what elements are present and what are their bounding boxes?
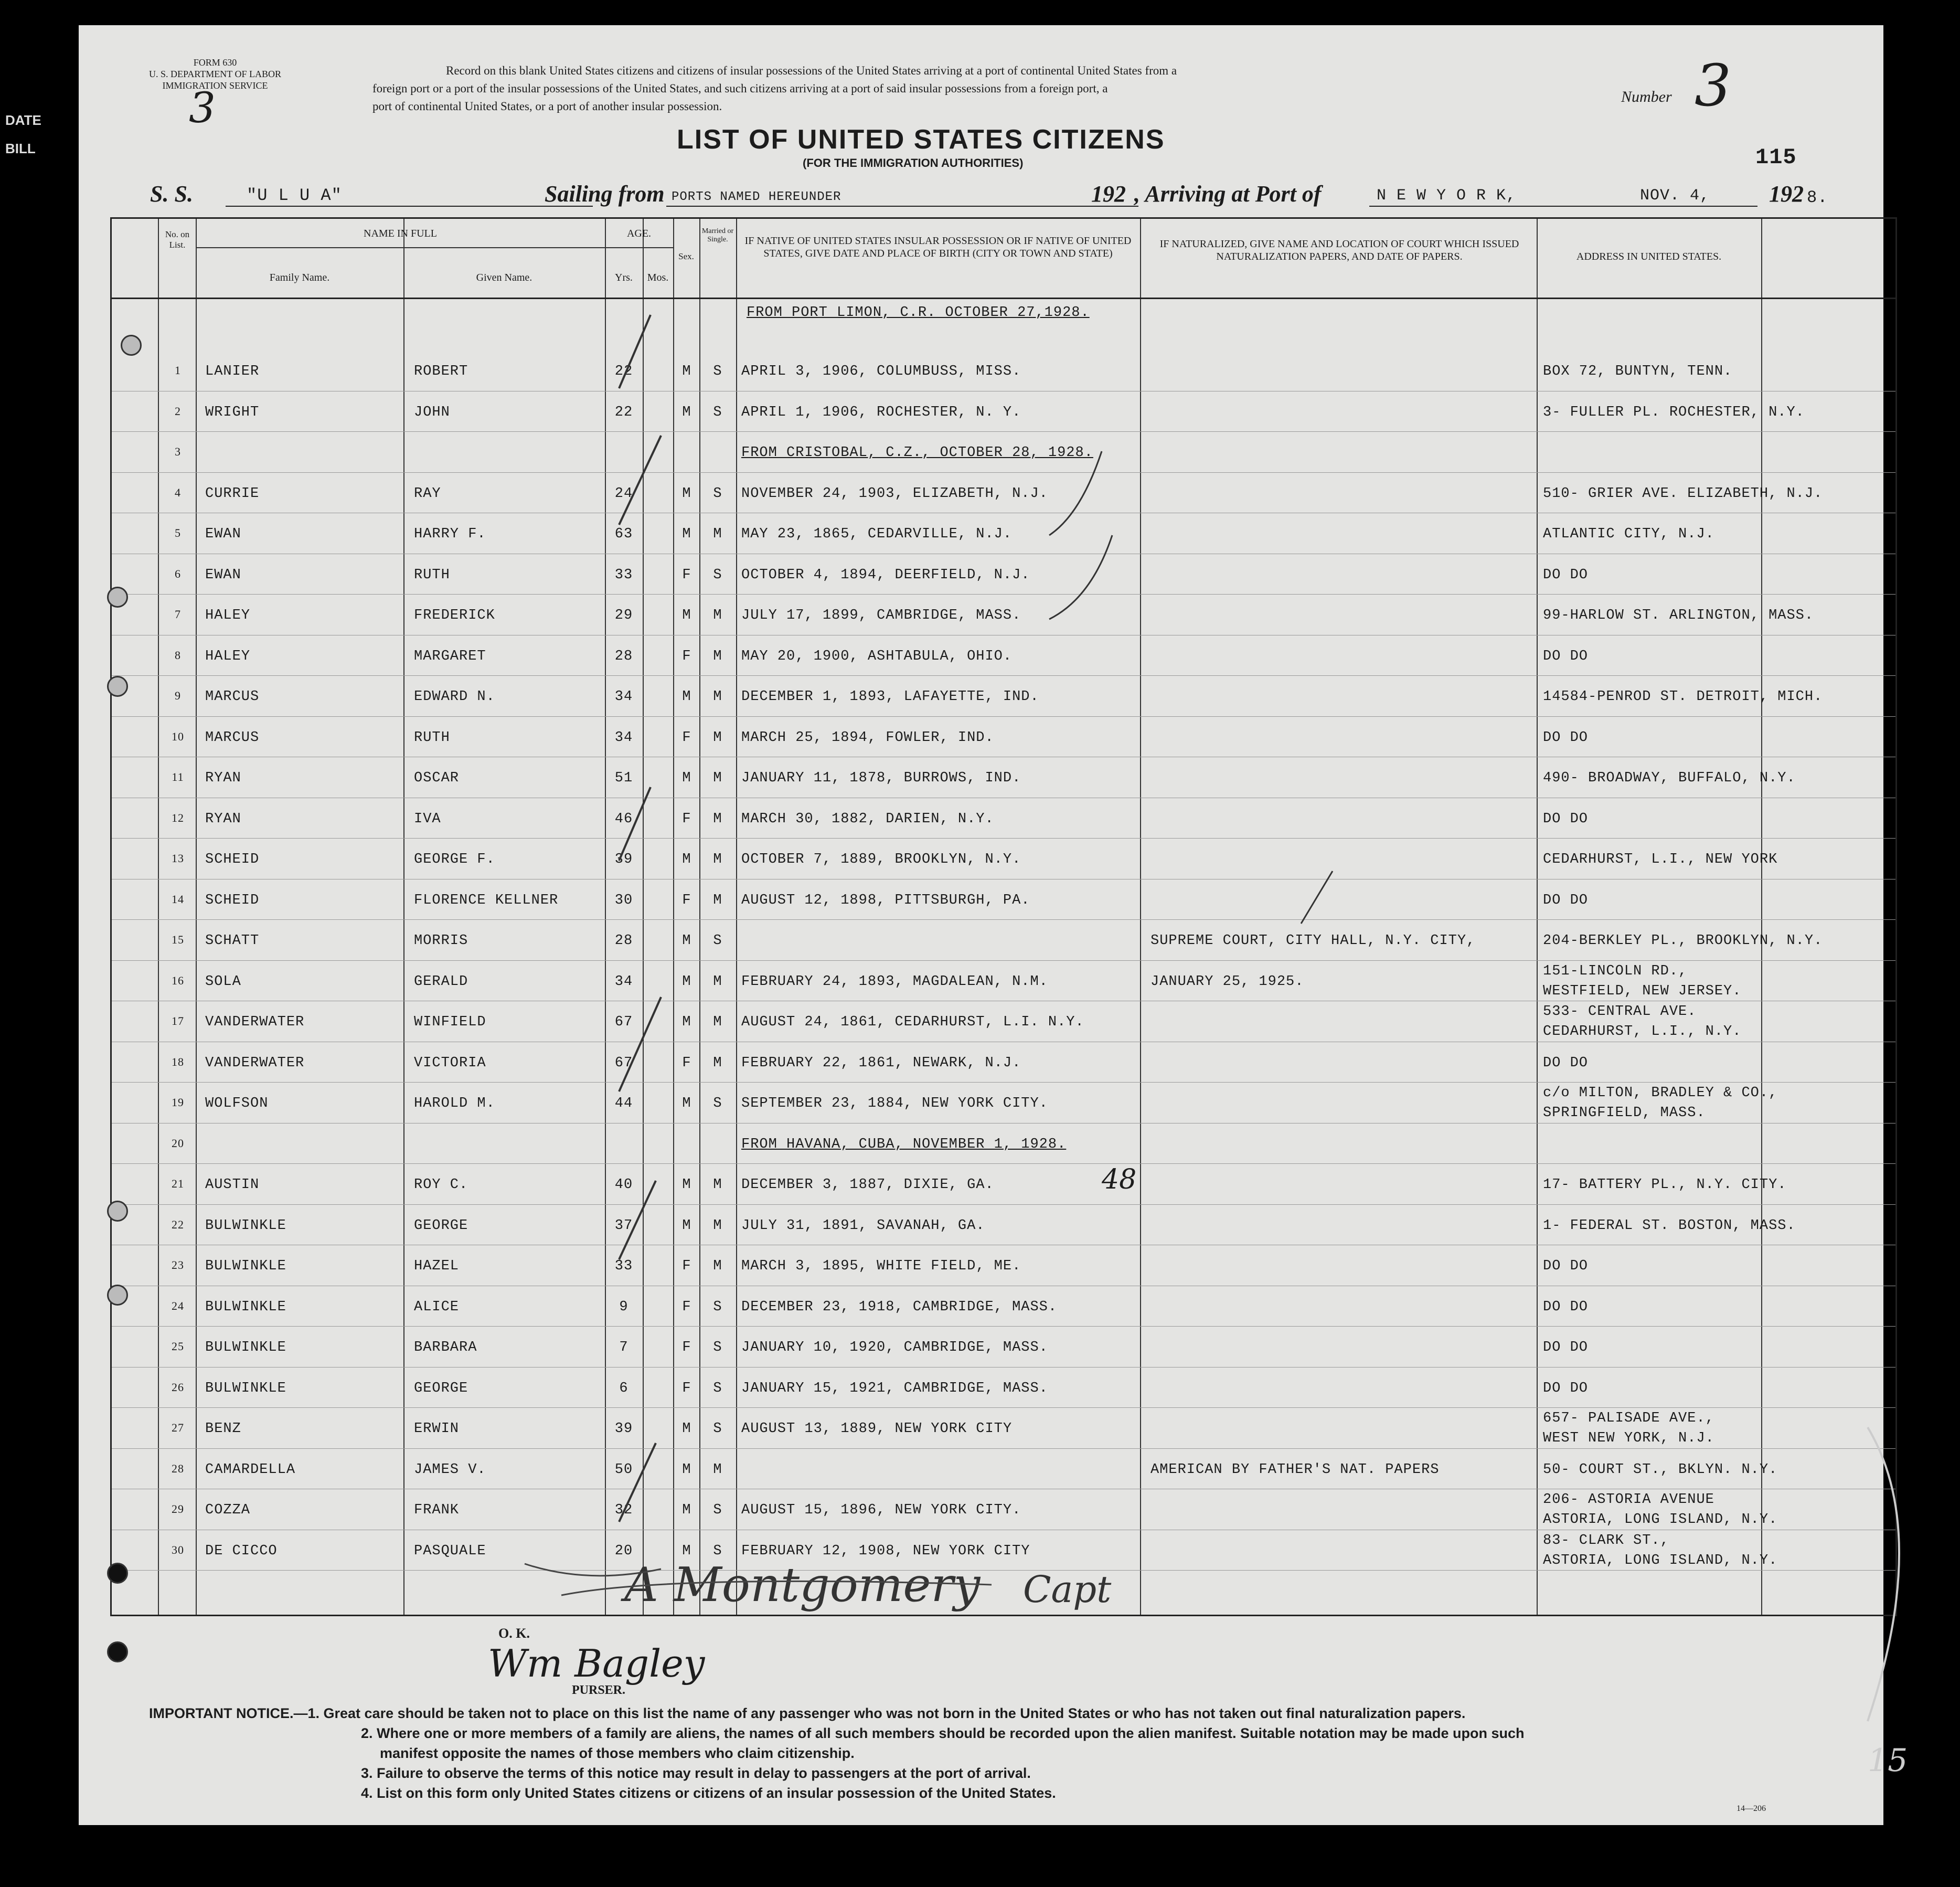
- col-header-married: Married or Single.: [701, 227, 734, 243]
- age-years: 20: [614, 1543, 633, 1559]
- sex: F: [682, 1055, 691, 1071]
- address-line-1: DO DO: [1543, 648, 1589, 664]
- given-name: GERALD: [414, 973, 468, 990]
- address-line-2: CEDARHURST, L.I., N.Y.: [1543, 1024, 1742, 1040]
- notice-item-4: 4. List on this form only United States citizens or citizens of an insular possession of the United States.: [361, 1785, 1056, 1801]
- form-number: FORM 630: [193, 57, 237, 68]
- family-name: BULWINKLE: [205, 1340, 286, 1355]
- sex: M: [682, 404, 691, 420]
- sex: F: [682, 892, 691, 908]
- given-name: JAMES V.: [414, 1461, 486, 1478]
- notice-heading: IMPORTANT NOTICE.: [149, 1705, 294, 1721]
- year-label-1: 192: [1091, 181, 1126, 207]
- sex: F: [682, 1299, 691, 1315]
- family-name: VANDERWATER: [205, 1014, 305, 1030]
- age-years: 28: [614, 648, 633, 664]
- marital-status: M: [713, 1177, 722, 1193]
- sex: F: [682, 648, 691, 664]
- marital-status: S: [713, 404, 722, 420]
- col-header-birth: IF NATIVE OF UNITED STATES INSULAR POSSESSION OR IF NATIVE OF UNITED STATES, GIVE DATE AND PLACE OF BIRTH (CITY OR TOWN AND STATE): [744, 235, 1132, 259]
- address-line-1: DO DO: [1543, 1299, 1589, 1315]
- family-name: WOLFSON: [205, 1096, 269, 1111]
- age-years: 29: [614, 608, 633, 623]
- family-name: BULWINKLE: [205, 1217, 286, 1234]
- address-line-1: 99-HARLOW ST. ARLINGTON, MASS.: [1543, 608, 1814, 623]
- address-line-1: 50- COURT ST., BKLYN. N.Y.: [1543, 1461, 1778, 1478]
- given-name: EDWARD N.: [414, 689, 495, 705]
- birth-date-place: DECEMBER 23, 1918, CAMBRIDGE, MASS.: [741, 1299, 1058, 1315]
- row-number: 20: [172, 1136, 184, 1150]
- sex: M: [682, 973, 691, 990]
- row-number: 2: [175, 404, 181, 418]
- marital-status: M: [713, 811, 722, 827]
- family-name: RYAN: [205, 811, 241, 827]
- col-header-yrs: Yrs.: [615, 272, 633, 283]
- given-name: IVA: [414, 811, 441, 827]
- birth-date-place: MARCH 3, 1895, WHITE FIELD, ME.: [741, 1258, 1021, 1274]
- given-name: ROY C.: [414, 1177, 468, 1193]
- row-number: 13: [172, 852, 184, 865]
- address-line-1: 490- BROADWAY, BUFFALO, N.Y.: [1543, 770, 1796, 786]
- col-header-name-in-full: NAME IN FULL: [364, 228, 437, 239]
- row-number: 11: [172, 770, 184, 783]
- handwritten-3-stamp: 3: [189, 83, 216, 132]
- sex: M: [682, 608, 691, 623]
- family-name: MARCUS: [205, 729, 260, 746]
- given-name: OSCAR: [414, 770, 460, 786]
- master-signature: A Montgomery: [624, 1557, 981, 1613]
- row-number: 25: [172, 1340, 184, 1353]
- age-years: 32: [614, 1502, 633, 1518]
- marital-status: M: [713, 1258, 722, 1274]
- sailing-label: Sailing from: [545, 181, 665, 207]
- sex: M: [682, 852, 691, 867]
- row-number: 23: [172, 1258, 184, 1271]
- row-number: 8: [175, 648, 181, 662]
- birth-date-place: MAY 23, 1865, CEDARVILLE, N.J.: [741, 526, 1013, 542]
- marital-status: S: [713, 1299, 722, 1315]
- address-line-1: BOX 72, BUNTYN, TENN.: [1543, 364, 1733, 379]
- given-name: MARGARET: [414, 648, 486, 664]
- family-name: HALEY: [205, 608, 251, 623]
- margin-date-label: DATE: [5, 112, 41, 128]
- address-line-2: WESTFIELD, NEW JERSEY.: [1543, 983, 1742, 999]
- family-name: CURRIE: [205, 485, 260, 502]
- address-line-1: DO DO: [1543, 811, 1589, 827]
- marital-status: M: [713, 852, 722, 867]
- family-name: BULWINKLE: [205, 1380, 286, 1396]
- family-name: RYAN: [205, 770, 241, 786]
- row-number: 29: [172, 1502, 184, 1515]
- family-name: BULWINKLE: [205, 1258, 286, 1274]
- number-value: 3: [1695, 52, 1731, 119]
- age-years: 28: [614, 933, 633, 949]
- marital-status: S: [713, 1096, 722, 1111]
- instruction-text: Record on this blank United States citizens and citizens of insular possessions of the United States arriving at a port of continental United States from a foreign port or a port of the insular possessions of the United States, and such citizens arriving at a port of said insular possessions from a foreign port, a port of continental United States, or a port of another insular possession.: [372, 64, 1177, 113]
- sex: M: [682, 1421, 691, 1437]
- col-header-address: ADDRESS IN UNITED STATES.: [1576, 251, 1722, 262]
- row-number: 24: [172, 1299, 184, 1312]
- birth-date-place: OCTOBER 7, 1889, BROOKLYN, N.Y.: [741, 852, 1021, 867]
- age-years: 34: [614, 973, 633, 990]
- form-department: U. S. DEPARTMENT OF LABOR: [149, 69, 281, 79]
- given-name: FREDERICK: [414, 608, 495, 623]
- family-name: LANIER: [205, 364, 260, 379]
- sex: M: [682, 364, 691, 379]
- sex: M: [682, 1543, 691, 1559]
- sex: M: [682, 1177, 691, 1193]
- address-line-1: 14584-PENROD ST. DETROIT, MICH.: [1543, 689, 1823, 705]
- sex: F: [682, 811, 691, 827]
- section-header-port-limon: FROM PORT LIMON, C.R. OCTOBER 27,1928.: [747, 305, 1090, 321]
- age-years: 39: [614, 852, 633, 867]
- arrival-port: N E W Y O R K,: [1377, 187, 1517, 205]
- family-name: MARCUS: [205, 689, 260, 705]
- given-name: ROBERT: [414, 364, 468, 379]
- age-years: 46: [614, 811, 633, 827]
- address-line-2: SPRINGFIELD, MASS.: [1543, 1105, 1706, 1121]
- birth-date-place: MARCH 30, 1882, DARIEN, N.Y.: [741, 811, 994, 827]
- marital-status: M: [713, 1014, 722, 1030]
- master-title-signature: Capt: [1023, 1568, 1112, 1611]
- marital-status: S: [713, 364, 722, 379]
- birth-date-place: FEBRUARY 22, 1861, NEWARK, N.J.: [741, 1055, 1021, 1071]
- marital-status: M: [713, 648, 722, 664]
- age-years: 6: [619, 1380, 629, 1396]
- ok-label: O. K.: [498, 1626, 530, 1641]
- marital-status: S: [713, 933, 722, 949]
- given-name: JOHN: [414, 404, 450, 420]
- birth-date-place: NOVEMBER 24, 1903, ELIZABETH, N.J.: [741, 485, 1048, 502]
- row-number: 21: [172, 1177, 184, 1190]
- given-name: HAROLD M.: [414, 1096, 495, 1111]
- family-name: BULWINKLE: [205, 1299, 286, 1315]
- given-name: RUTH: [414, 567, 450, 583]
- age-years: 67: [614, 1014, 633, 1030]
- address-line-1: 151-LINCOLN RD.,: [1543, 963, 1688, 979]
- row-number: 18: [172, 1055, 184, 1068]
- address-line-1: 510- GRIER AVE. ELIZABETH, N.J.: [1543, 485, 1823, 502]
- address-line-1: 1- FEDERAL ST. BOSTON, MASS.: [1543, 1217, 1796, 1234]
- number-label: Number: [1621, 88, 1672, 105]
- row-number: 10: [172, 729, 184, 743]
- family-name: SCHEID: [205, 852, 260, 867]
- handwritten-count: 48: [1102, 1164, 1137, 1195]
- marital-status: M: [713, 1055, 722, 1071]
- row-number: 30: [172, 1543, 184, 1556]
- birth-date-place: JANUARY 15, 1921, CAMBRIDGE, MASS.: [741, 1380, 1048, 1396]
- birth-date-place: DECEMBER 3, 1887, DIXIE, GA.: [741, 1177, 994, 1193]
- marital-status: M: [713, 729, 722, 746]
- family-name: COZZA: [205, 1502, 251, 1518]
- age-years: 50: [614, 1461, 633, 1478]
- address-line-1: 17- BATTERY PL., N.Y. CITY.: [1543, 1177, 1787, 1193]
- family-name: EWAN: [205, 567, 241, 583]
- age-years: 67: [614, 1055, 633, 1071]
- margin-bill-label: BILL: [5, 141, 36, 156]
- age-years: 44: [614, 1096, 633, 1111]
- marital-status: S: [713, 567, 722, 583]
- naturalization: SUPREME COURT, CITY HALL, N.Y. CITY,: [1151, 933, 1476, 949]
- sex: M: [682, 1502, 691, 1518]
- age-years: 34: [614, 729, 633, 746]
- family-name: AUSTIN: [205, 1177, 260, 1193]
- marital-status: S: [713, 1340, 722, 1355]
- given-name: RAY: [414, 485, 441, 502]
- row-number: 1: [175, 364, 181, 377]
- address-line-1: 533- CENTRAL AVE.: [1543, 1004, 1697, 1020]
- marital-status: M: [713, 526, 722, 542]
- given-name: GEORGE: [414, 1217, 468, 1234]
- year-suffix: 8.: [1807, 188, 1828, 207]
- sailing-value: PORTS NAMED HEREUNDER: [672, 190, 841, 204]
- birth-date-place: AUGUST 13, 1889, NEW YORK CITY: [741, 1421, 1013, 1437]
- marital-status: M: [713, 770, 722, 786]
- age-years: 40: [614, 1177, 633, 1193]
- row-number: 19: [172, 1096, 184, 1109]
- marital-status: S: [713, 485, 722, 502]
- marital-status: S: [713, 1380, 722, 1396]
- sex: M: [682, 526, 691, 542]
- family-name: BENZ: [205, 1421, 241, 1437]
- birth-date-place: FEBRUARY 12, 1908, NEW YORK CITY: [741, 1543, 1030, 1559]
- arrival-date: NOV. 4,: [1640, 187, 1710, 205]
- given-name: PASQUALE: [414, 1543, 486, 1559]
- marital-status: M: [713, 892, 722, 908]
- address-line-1: DO DO: [1543, 1340, 1589, 1355]
- address-line-1: 83- CLARK ST.,: [1543, 1532, 1669, 1549]
- row-number: 26: [172, 1380, 184, 1394]
- purser-signature: Wm Bagley: [488, 1641, 705, 1685]
- row-number: 9: [175, 689, 181, 702]
- age-years: 34: [614, 689, 633, 705]
- address-line-1: DO DO: [1543, 729, 1589, 746]
- marital-status: S: [713, 1543, 722, 1559]
- age-years: 33: [614, 1258, 633, 1274]
- given-name: VICTORIA: [414, 1055, 486, 1071]
- row-number: 7: [175, 608, 181, 621]
- address-line-1: CEDARHURST, L.I., NEW YORK: [1543, 852, 1778, 867]
- ss-label: S. S.: [150, 181, 193, 207]
- address-line-1: DO DO: [1543, 1055, 1589, 1071]
- notice-item-1: —1. Great care should be taken not to place on this list the name of any passenger who was not born in the United States or who has not taken out final naturalization papers.: [293, 1705, 1466, 1721]
- row-number: 28: [172, 1461, 184, 1475]
- birth-date-place: FROM CRISTOBAL, C.Z., OCTOBER 28, 1928.: [741, 445, 1093, 461]
- birth-date-place: JANUARY 11, 1878, BURROWS, IND.: [741, 770, 1021, 786]
- row-number: 17: [172, 1014, 184, 1027]
- given-name: FLORENCE KELLNER: [414, 892, 559, 908]
- age-years: 22: [614, 364, 633, 379]
- marital-status: M: [713, 973, 722, 990]
- sex: M: [682, 1096, 691, 1111]
- marital-status: M: [713, 689, 722, 705]
- birth-date-place: FEBRUARY 24, 1893, MAGDALEAN, N.M.: [741, 973, 1048, 990]
- birth-date-place: AUGUST 24, 1861, CEDARHURST, L.I. N.Y.: [741, 1014, 1084, 1030]
- birth-date-place: MAY 20, 1900, ASHTABULA, OHIO.: [741, 648, 1013, 664]
- age-years: 24: [614, 485, 633, 502]
- col-header-no: No. on List.: [165, 229, 190, 250]
- family-name: SCHEID: [205, 892, 260, 908]
- birth-date-place: FROM HAVANA, CUBA, NOVEMBER 1, 1928.: [741, 1136, 1067, 1152]
- birth-date-place: AUGUST 15, 1896, NEW YORK CITY.: [741, 1502, 1021, 1518]
- sex: M: [682, 770, 691, 786]
- birth-date-place: JULY 17, 1899, CAMBRIDGE, MASS.: [741, 608, 1021, 623]
- sex: M: [682, 689, 691, 705]
- marital-status: M: [713, 608, 722, 623]
- family-name: SOLA: [205, 973, 241, 990]
- sex: F: [682, 567, 691, 583]
- row-number: 14: [172, 892, 184, 906]
- naturalization: AMERICAN BY FATHER'S NAT. PAPERS: [1151, 1461, 1440, 1478]
- age-years: 37: [614, 1217, 633, 1234]
- address-line-1: 204-BERKLEY PL., BROOKLYN, N.Y.: [1543, 933, 1823, 949]
- marital-status: S: [713, 1502, 722, 1518]
- col-header-naturalized: IF NATURALIZED, GIVE NAME AND LOCATION OF COURT WHICH ISSUED NATURALIZATION PAPERS, AND DATE OF PAPERS.: [1159, 238, 1519, 262]
- notice-item-2: 2. Where one or more members of a family are aliens, the names of all such members should be recorded upon the alien manifest. Suitable notation may be made upon such: [361, 1725, 1525, 1741]
- marital-status: M: [713, 1461, 722, 1478]
- given-name: GEORGE: [414, 1380, 468, 1396]
- marital-status: S: [713, 1421, 722, 1437]
- corner-number: 15: [1868, 1742, 1908, 1779]
- birth-date-place: JANUARY 10, 1920, CAMBRIDGE, MASS.: [741, 1340, 1048, 1355]
- form-service: IMMIGRATION SERVICE: [162, 80, 268, 91]
- sex: F: [682, 729, 691, 746]
- family-name: HALEY: [205, 648, 251, 664]
- birth-date-place: SEPTEMBER 23, 1884, NEW YORK CITY.: [741, 1096, 1048, 1111]
- address-line-1: 657- PALISADE AVE.,: [1543, 1411, 1714, 1426]
- address-line-1: 3- FULLER PL. ROCHESTER, N.Y.: [1543, 404, 1805, 420]
- row-number: 4: [175, 485, 181, 499]
- birth-date-place: MARCH 25, 1894, FOWLER, IND.: [741, 729, 994, 746]
- row-number: 12: [172, 811, 184, 824]
- purser-label: PURSER.: [572, 1683, 626, 1697]
- age-years: 30: [614, 892, 633, 908]
- arriving-label: , Arriving at Port of: [1134, 181, 1322, 207]
- row-number: 27: [172, 1421, 184, 1434]
- age-years: 7: [619, 1340, 629, 1355]
- age-years: 39: [614, 1421, 633, 1437]
- form-code: 14—206: [1737, 1804, 1766, 1813]
- naturalization: JANUARY 25, 1925.: [1151, 973, 1304, 990]
- sex: F: [682, 1340, 691, 1355]
- row-number: 15: [172, 933, 184, 946]
- age-years: 22: [614, 404, 633, 420]
- row-number: 16: [172, 973, 184, 987]
- given-name: HARRY F.: [414, 526, 486, 542]
- birth-date-place: AUGUST 12, 1898, PITTSBURGH, PA.: [741, 892, 1030, 908]
- address-line-1: 206- ASTORIA AVENUE: [1543, 1492, 1714, 1508]
- sex: F: [682, 1258, 691, 1274]
- page-subtitle: (FOR THE IMMIGRATION AUTHORITIES): [803, 156, 1024, 169]
- given-name: BARBARA: [414, 1340, 477, 1355]
- given-name: RUTH: [414, 729, 450, 746]
- address-line-1: ATLANTIC CITY, N.J.: [1543, 526, 1714, 542]
- given-name: MORRIS: [414, 933, 468, 949]
- given-name: ALICE: [414, 1299, 460, 1315]
- birth-date-place: OCTOBER 4, 1894, DEERFIELD, N.J.: [741, 567, 1030, 583]
- family-name: WRIGHT: [205, 404, 260, 420]
- address-line-1: DO DO: [1543, 1380, 1589, 1396]
- birth-date-place: APRIL 3, 1906, COLUMBUSS, MISS.: [741, 364, 1021, 379]
- page-title: LIST OF UNITED STATES CITIZENS: [677, 124, 1165, 155]
- given-name: ERWIN: [414, 1421, 460, 1437]
- sex: M: [682, 485, 691, 502]
- row-number: 6: [175, 567, 181, 580]
- sex: M: [682, 1217, 691, 1234]
- family-name: EWAN: [205, 526, 241, 542]
- family-name: SCHATT: [205, 933, 260, 949]
- page-number: 115: [1755, 145, 1797, 170]
- age-years: 51: [614, 770, 633, 786]
- address-line-1: DO DO: [1543, 892, 1589, 908]
- ship-name: "U L U A": [247, 186, 342, 205]
- birth-date-place: DECEMBER 1, 1893, LAFAYETTE, IND.: [741, 689, 1039, 705]
- col-header-family-name: Family Name.: [269, 272, 330, 283]
- col-header-age: AGE.: [626, 228, 652, 239]
- notice-item-3: 3. Failure to observe the terms of this notice may result in delay to passengers at the port of arrival.: [361, 1765, 1031, 1781]
- family-name: CAMARDELLA: [205, 1461, 296, 1478]
- year-label-2: 192: [1769, 181, 1804, 207]
- given-name: GEORGE F.: [414, 852, 495, 867]
- notice-item-2-cont: manifest opposite the names of those members who claim citizenship.: [380, 1745, 855, 1761]
- row-number: 5: [175, 526, 181, 539]
- given-name: WINFIELD: [414, 1014, 486, 1030]
- address-line-1: DO DO: [1543, 1258, 1589, 1274]
- address-line-2: ASTORIA, LONG ISLAND, N.Y.: [1543, 1552, 1778, 1568]
- col-header-given-name: Given Name.: [476, 272, 532, 283]
- sex: M: [682, 933, 691, 949]
- address-line-2: WEST NEW YORK, N.J.: [1543, 1430, 1714, 1446]
- col-header-mos: Mos.: [647, 272, 669, 283]
- given-name: HAZEL: [414, 1258, 460, 1274]
- sex: F: [682, 1380, 691, 1396]
- age-years: 63: [614, 526, 633, 542]
- col-header-sex: Sex.: [678, 251, 694, 261]
- sex: M: [682, 1461, 691, 1478]
- family-name: VANDERWATER: [205, 1055, 305, 1071]
- age-years: 9: [619, 1299, 629, 1315]
- row-number: 22: [172, 1217, 184, 1231]
- address-line-2: ASTORIA, LONG ISLAND, N.Y.: [1543, 1512, 1778, 1528]
- birth-date-place: APRIL 1, 1906, ROCHESTER, N. Y.: [741, 404, 1021, 420]
- family-name: DE CICCO: [205, 1543, 278, 1559]
- age-years: 33: [614, 567, 633, 583]
- row-number: 3: [175, 445, 181, 458]
- address-line-1: c/o MILTON, BRADLEY & CO.,: [1543, 1085, 1778, 1101]
- marital-status: M: [713, 1217, 722, 1234]
- given-name: FRANK: [414, 1502, 460, 1518]
- birth-date-place: JULY 31, 1891, SAVANAH, GA.: [741, 1217, 985, 1234]
- address-line-1: DO DO: [1543, 567, 1589, 583]
- sex: M: [682, 1014, 691, 1030]
